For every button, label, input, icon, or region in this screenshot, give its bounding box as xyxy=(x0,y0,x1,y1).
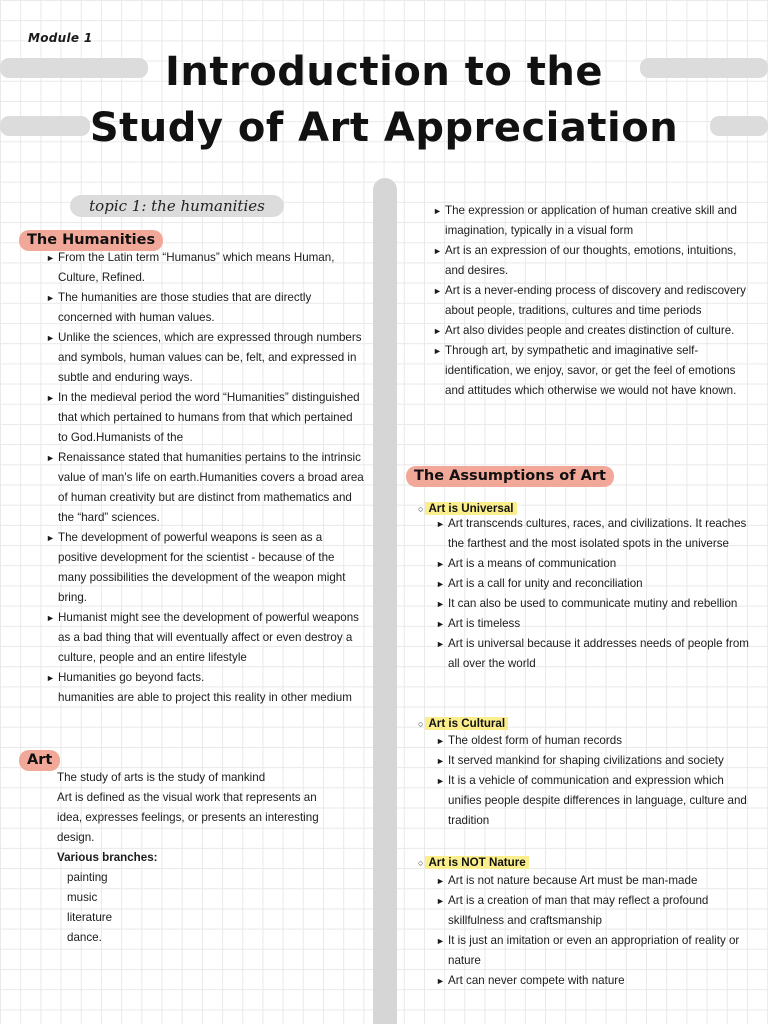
list-item: ► Art can never compete with nature xyxy=(436,971,754,991)
list-item: ► Through art, by sympathetic and imaginative self-identification, we enjoy, savor, or get the feel of emotions and attitudes which otherwise we would not have known. xyxy=(433,341,753,401)
module-label: Module 1 xyxy=(28,31,93,45)
list-item: ► Art also divides people and creates distinction of culture. xyxy=(433,321,753,341)
branch-item: literature xyxy=(67,911,113,924)
list-item: ► Art is not nature because Art must be man-made xyxy=(436,871,754,891)
list-item: ► Art transcends cultures, races, and civilizations. It reaches the farthest and the most isolated spots in the universe xyxy=(436,514,754,554)
page-title-line2: Study of Art Appreciation xyxy=(89,105,679,151)
bullet-icon: ► xyxy=(433,286,442,296)
bullet-icon: ► xyxy=(46,293,55,303)
bullet-icon: ► xyxy=(436,876,445,886)
bullet-icon: ► xyxy=(436,976,445,986)
art-line: The study of arts is the study of mankind xyxy=(57,771,266,784)
bullet-icon: ► xyxy=(436,736,445,746)
bullet-icon: ► xyxy=(436,776,445,786)
bullet-icon: ► xyxy=(436,579,445,589)
branch-item: dance. xyxy=(67,931,102,944)
art-definition xyxy=(57,768,327,948)
column-divider xyxy=(373,178,397,1024)
branches-label: Various branches: xyxy=(57,851,158,864)
bullet-icon: ► xyxy=(46,333,55,343)
art-heading: Art xyxy=(19,750,60,771)
branches-list xyxy=(57,868,327,948)
list-item: ► Art is a means of communication xyxy=(436,554,754,574)
bullet-icon: ► xyxy=(46,453,55,463)
list-item: ► The oldest form of human records xyxy=(436,731,754,751)
list-item: ► Art is an expression of our thoughts, emotions, intuitions, and desires. xyxy=(433,241,753,281)
list-item: ► Art is universal because it addresses needs of people from all over the world xyxy=(436,634,754,674)
list-item: ► The humanities are those studies that are directly concerned with human values. xyxy=(46,288,364,328)
bullet-icon: ► xyxy=(433,206,442,216)
bullet-icon: ► xyxy=(46,253,55,263)
topic-label: topic 1: the humanities xyxy=(70,195,284,217)
bullet-icon: ► xyxy=(436,599,445,609)
assumptions-heading: The Assumptions of Art xyxy=(406,466,614,487)
branch-item: music xyxy=(67,891,98,904)
list-item: ► The expression or application of human creative skill and imagination, typically in a visual form xyxy=(433,201,753,241)
list-item: ► The development of powerful weapons is seen as a positive development for the scientist - because of the many possibilities the development of the weapon might bring. xyxy=(46,528,364,608)
bullet-icon: ► xyxy=(46,673,55,683)
universal-list xyxy=(436,514,754,674)
humanities-heading: The Humanities xyxy=(19,230,163,251)
branch-item: painting xyxy=(67,871,108,884)
list-item: ► Art is timeless xyxy=(436,614,754,634)
bullet-icon: ► xyxy=(436,519,445,529)
list-item: ► It is just an imitation or even an appropriation of reality or nature xyxy=(436,931,754,971)
nature-subheading: ○ Art is NOT Nature xyxy=(418,854,529,872)
list-item: ► Humanities go beyond facts. xyxy=(46,668,364,688)
bullet-icon: ► xyxy=(46,533,55,543)
list-item: ► It served mankind for shaping civilizations and society xyxy=(436,751,754,771)
circle-bullet-icon: ○ xyxy=(418,858,424,868)
list-item: ► It can also be used to communicate mutiny and rebellion xyxy=(436,594,754,614)
bullet-icon: ► xyxy=(436,896,445,906)
nature-list xyxy=(436,871,754,991)
list-item: ► Humanist might see the development of powerful weapons as a bad thing that will eventually affect or even destroy a culture, people and an entire lifestyle xyxy=(46,608,364,668)
list-item: ► It is a vehicle of communication and expression which unifies people despite differences in language, culture and tradition xyxy=(436,771,754,831)
bullet-icon: ► xyxy=(436,639,445,649)
list-item: ► From the Latin term “Humanus” which means Human, Culture, Refined. xyxy=(46,248,364,288)
page-title-line1: Introduction to the xyxy=(165,49,603,95)
art-line: Art is defined as the visual work that represents an idea, expresses feelings, or presents an interesting design. xyxy=(57,791,319,844)
list-item: ► Art is a never-ending process of discovery and rediscovery about people, traditions, cultures and time periods xyxy=(433,281,753,321)
cultural-subheading: ○ Art is Cultural xyxy=(418,715,508,733)
bullet-icon: ► xyxy=(436,559,445,569)
bullet-icon: ► xyxy=(433,346,442,356)
bullet-icon: ► xyxy=(46,393,55,403)
cultural-list xyxy=(436,731,754,831)
list-item: ► Unlike the sciences, which are expressed through numbers and symbols, human values can be, felt, and expressed in subtle and enduring ways. xyxy=(46,328,364,388)
list-item-continuation: humanities are able to project this reality in other medium xyxy=(58,691,352,704)
universal-subheading: ○ Art is Universal xyxy=(418,500,517,518)
art-bullets-list xyxy=(433,201,753,401)
list-item: ► Renaissance stated that humanities pertains to the intrinsic value of man's life on earth.Humanities covers a broad area of human creativity but are distinct from mathematics and the “hard” sciences. xyxy=(46,448,364,528)
bullet-icon: ► xyxy=(436,619,445,629)
bullet-icon: ► xyxy=(436,936,445,946)
bullet-icon: ► xyxy=(436,756,445,766)
bullet-icon: ► xyxy=(433,246,442,256)
bullet-icon: ► xyxy=(433,326,442,336)
list-item: ► In the medieval period the word “Humanities” distinguished that which pertained to humans from that which pertained to God.Humanists of the xyxy=(46,388,364,448)
list-item: ► Art is a creation of man that may reflect a profound skillfulness and craftsmanship xyxy=(436,891,754,931)
circle-bullet-icon: ○ xyxy=(418,504,424,514)
list-item: ► Art is a call for unity and reconciliation xyxy=(436,574,754,594)
bullet-icon: ► xyxy=(46,613,55,623)
circle-bullet-icon: ○ xyxy=(418,719,424,729)
humanities-list xyxy=(46,248,364,708)
